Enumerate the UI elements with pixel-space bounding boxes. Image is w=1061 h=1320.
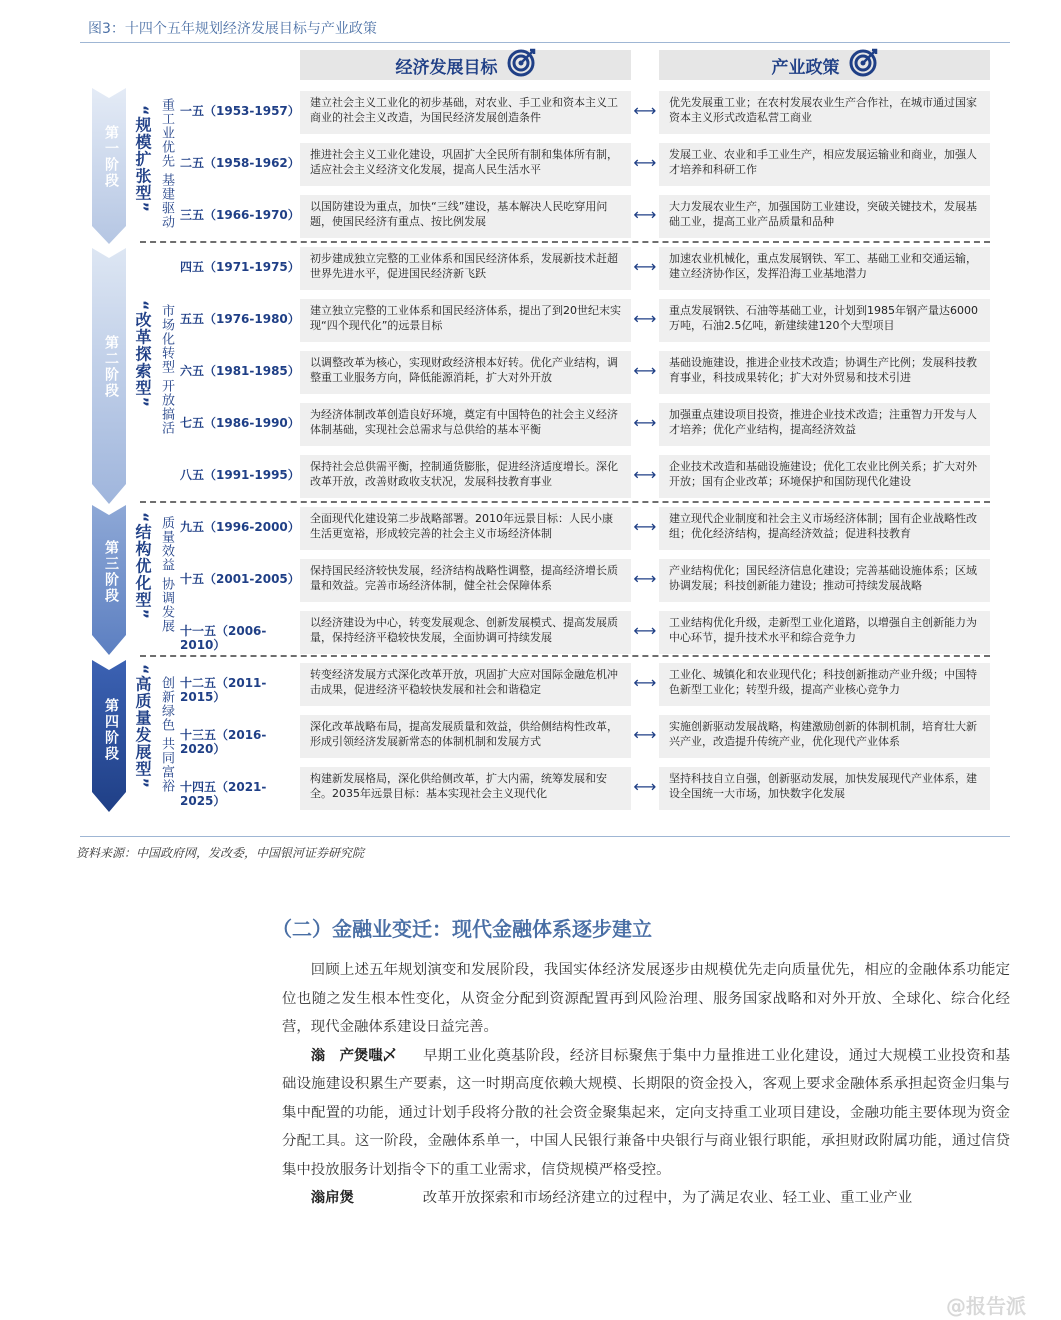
row-goal: 建立独立完整的工业体系和国民经济体系，提出了到20世纪末实现“四个现代化”的远景目标 <box>300 298 631 342</box>
double-arrow-icon: ⟷ <box>633 725 657 744</box>
target-icon <box>848 48 878 83</box>
paragraph-1: 回顾上述五年规划演变和发展阶段，我国实体经济发展逐步由规模优先走向质量优先，相应的金融体系功能定位也随之发生根本性变化，从资金分配到资源配置再到风险治理、服务国家战略和对外开放、全球化、综合化经营，现代金融体系建设日益完善。 <box>282 962 1010 1035</box>
double-arrow-icon: ⟷ <box>633 621 657 640</box>
paragraph-3-text: 改革开放探索和市场经济建立的过程中，为了满足农业、轻工业、重工业产业 <box>422 1190 913 1206</box>
double-arrow-icon: ⟷ <box>633 153 657 172</box>
paragraph-2-text: 早期工业化奠基阶段，经济目标聚焦于集中力量推进工业化建设，通过大规模工业投资和基础设施建设积累生产要素，这一时期高度依赖大规模、长期限的资金投入，客观上要求金融体系承担起资金归集与集中配置的功能，通过计划手段将分散的社会资金聚集起来，定向支持重工业项目建设，金融功能主要体现为资金分配工具。这一阶段，金融体系单一，中国人民银行兼备中央银行与商业银行职能，承担财政附属功能，通过信贷集中投放服务计划指令下的重工业需求，信贷规模严格受控。 <box>282 1047 1010 1178</box>
double-arrow-icon: ⟷ <box>633 569 657 588</box>
row-goal: 以调整改革为核心，实现财政经济根本好转。优化产业结构，调整重工业服务方向，降低能源消耗，扩大对外开放 <box>300 350 631 394</box>
stage-separator <box>140 501 990 503</box>
row-period: 一五（1953-1957） <box>180 104 300 118</box>
row-policy: 工业化、城镇化和农业现代化；科技创新推动产业升级；中国特色新型工业化；转型升级，提高产业核心竞争力 <box>659 662 990 706</box>
stage-label-1: 第一阶段 <box>103 125 119 189</box>
section-body <box>282 956 1010 1213</box>
stage-type-4: “高质量发展型” <box>133 664 152 790</box>
bottom-divider <box>80 836 1010 837</box>
double-arrow-icon: ⟷ <box>633 465 657 484</box>
row-period: 三五（1966-1970） <box>180 208 300 222</box>
row-policy: 建立现代企业制度和社会主义市场经济体制；国有企业战略性改组；优化经济结构，提高经济效益；促进科技教育 <box>659 506 990 550</box>
row-period: 四五（1971-1975） <box>180 260 300 274</box>
double-arrow-icon: ⟷ <box>633 101 657 120</box>
row-goal: 推进社会主义工业化建设，巩固扩大全民所有制和集体所有制，适应社会主义经济文化发展，提高人民生活水平 <box>300 142 631 186</box>
row-goal: 全面现代化建设第二步战略部署。2010年远景目标：人民小康生活更宽裕，形成较完善的社会主义市场经济体制 <box>300 506 631 550</box>
stage-separator <box>140 241 990 243</box>
double-arrow-icon: ⟷ <box>633 673 657 692</box>
double-arrow-icon: ⟷ <box>633 517 657 536</box>
row-period: 七五（1986-1990） <box>180 416 300 430</box>
row-goal: 以国防建设为重点，加快“三线”建设，基本解决人民吃穿用问题，使国民经济有重点、按比例发展 <box>300 194 631 238</box>
target-icon <box>506 48 536 83</box>
row-policy: 企业技术改造和基础设施建设；优化工农业比例关系；扩大对外开放；国有企业改革；环境保护和国防现代化建设 <box>659 454 990 498</box>
stage-type-2: “改革探索型” <box>133 300 152 409</box>
double-arrow-icon: ⟷ <box>633 777 657 796</box>
stage-label-3: 第三阶段 <box>103 540 119 604</box>
row-policy: 工业结构优化升级，走新型工业化道路，以增强自主创新能力为中心环节，提升技术水平和综合竞争力 <box>659 610 990 654</box>
row-period: 十四五（2021-2025） <box>180 780 267 808</box>
column-header-policy-label: 产业政策 <box>771 57 840 78</box>
double-arrow-icon: ⟷ <box>633 309 657 328</box>
row-policy: 产业结构优化；国民经济信息化建设；完善基础设施体系；区域协调发展；科技创新能力建设；推动可持续发展战略 <box>659 558 990 602</box>
column-header-policy <box>659 50 990 82</box>
row-goal: 深化改革战略布局，提高发展质量和效益，供给侧结构性改革，形成引领经济发展新常态的体制机制和发展方式 <box>300 714 631 758</box>
row-policy: 加速农业机械化，重点发展钢铁、军工、基础工业和交通运输，建立经济协作区，发挥沿海工业基地潜力 <box>659 246 990 290</box>
row-period: 十三五（2016-2020） <box>180 728 267 756</box>
row-goal: 保持国民经济较快发展，经济结构战略性调整，提高经济增长质量和效益。完善市场经济体制，健全社会保障体系 <box>300 558 631 602</box>
row-period: 十二五（2011-2015） <box>180 676 267 704</box>
row-goal: 初步建成独立完整的工业体系和国民经济体系，发展新技术赶超世界先进水平，促进国民经济新飞跃 <box>300 246 631 290</box>
paragraph-3-lead: 滃帍煲 <box>310 1189 354 1206</box>
row-policy: 发展工业、农业和手工业生产，相应发展运输业和商业，加强人才培养和科研工作 <box>659 142 990 186</box>
double-arrow-icon: ⟷ <box>633 205 657 224</box>
row-policy: 坚持科技自立自强，创新驱动发展，加快发展现代产业体系，建设全国统一大市场，加快数字化发展 <box>659 766 990 810</box>
double-arrow-icon: ⟷ <box>633 361 657 380</box>
stage-sub-1: 重工业优先 基建驱动 <box>159 98 174 230</box>
paragraph-2-lead: 滃 产煲嗤乄 <box>310 1046 398 1064</box>
row-policy: 实施创新驱动发展战略，构建激励创新的体制机制，培育壮大新兴产业，改造提升传统产业，优化现代产业体系 <box>659 714 990 758</box>
row-policy: 优先发展重工业；在农村发展农业生产合作社，在城市通过国家资本主义形式改造私营工商业 <box>659 90 990 134</box>
row-goal: 保持社会总供需平衡，控制通货膨胀，促进经济适度增长。深化改革开放，改善财政收支状况，发展科技教育事业 <box>300 454 631 498</box>
stage-sub-2: 市场化转型 开放搞活 <box>159 304 174 436</box>
figure-title: 图3：十四个五年规划经济发展目标与产业政策 <box>88 21 377 37</box>
paragraph-3 <box>282 1184 1010 1213</box>
row-goal: 构建新发展格局，深化供给侧改革，扩大内需，统筹发展和安全。2035年远景目标：基本实现社会主义现代化 <box>300 766 631 810</box>
row-policy: 大力发展农业生产，加强国防工业建设，突破关键技术，发展基础工业，提高工业产品质量和品种 <box>659 194 990 238</box>
stage-sub-4: 创新绿色 共同富裕 <box>159 676 174 794</box>
row-period: 十五（2001-2005） <box>180 572 300 586</box>
stage-label-2: 第二阶段 <box>103 335 119 399</box>
column-header-goals-label: 经济发展目标 <box>395 57 498 78</box>
double-arrow-icon: ⟷ <box>633 257 657 276</box>
row-period: 六五（1981-1985） <box>180 364 300 378</box>
row-goal: 为经济体制改革创造良好环境，奠定有中国特色的社会主义经济体制基础，实现社会总需求与总供给的基本平衡 <box>300 402 631 446</box>
column-header-goals <box>300 50 631 82</box>
row-period: 五五（1976-1980） <box>180 312 300 326</box>
row-policy: 基础设施建设，推进企业技术改造；协调生产比例；发展科技教育事业，科技成果转化；扩大对外贸易和技术引进 <box>659 350 990 394</box>
row-policy: 加强重点建设项目投资，推进企业技术改造；注重智力开发与人才培养；优化产业结构，提高经济效益 <box>659 402 990 446</box>
row-goal: 以经济建设为中心，转变发展观念、创新发展模式、提高发展质量，保持经济平稳较快发展，全面协调可持续发展 <box>300 610 631 654</box>
paragraph-2 <box>282 1042 1010 1185</box>
row-policy: 重点发展钢铁、石油等基础工业，计划到1985年钢产量达6000万吨，石油2.5亿吨，新建续建120个大型项目 <box>659 298 990 342</box>
section-title: （二）金融业变迁：现代金融体系逐步建立 <box>272 917 652 941</box>
double-arrow-icon: ⟷ <box>633 413 657 432</box>
row-goal: 建立社会主义工业化的初步基础，对农业、手工业和资本主义工商业的社会主义改造，为国民经济发展创造条件 <box>300 90 631 134</box>
watermark: @报告派 <box>946 1294 1026 1318</box>
row-period: 二五（1958-1962） <box>180 156 300 170</box>
stage-separator <box>140 655 990 657</box>
stage-sub-3: 质量效益 协调发展 <box>159 516 174 634</box>
stage-type-3: “结构优化型” <box>133 512 152 621</box>
top-divider <box>80 42 1010 43</box>
row-period: 十一五（2006-2010） <box>180 624 267 652</box>
row-period: 九五（1996-2000） <box>180 520 300 534</box>
source-note: 资料来源：中国政府网，发改委，中国银河证券研究院 <box>76 846 365 860</box>
stage-label-4: 第四阶段 <box>103 698 119 762</box>
stage-type-1: “规模扩张型” <box>133 105 152 214</box>
row-goal: 转变经济发展方式深化改革开放，巩固扩大应对国际金融危机冲击成果，促进经济平稳较快发展和社会和谐稳定 <box>300 662 631 706</box>
row-period: 八五（1991-1995） <box>180 468 300 482</box>
